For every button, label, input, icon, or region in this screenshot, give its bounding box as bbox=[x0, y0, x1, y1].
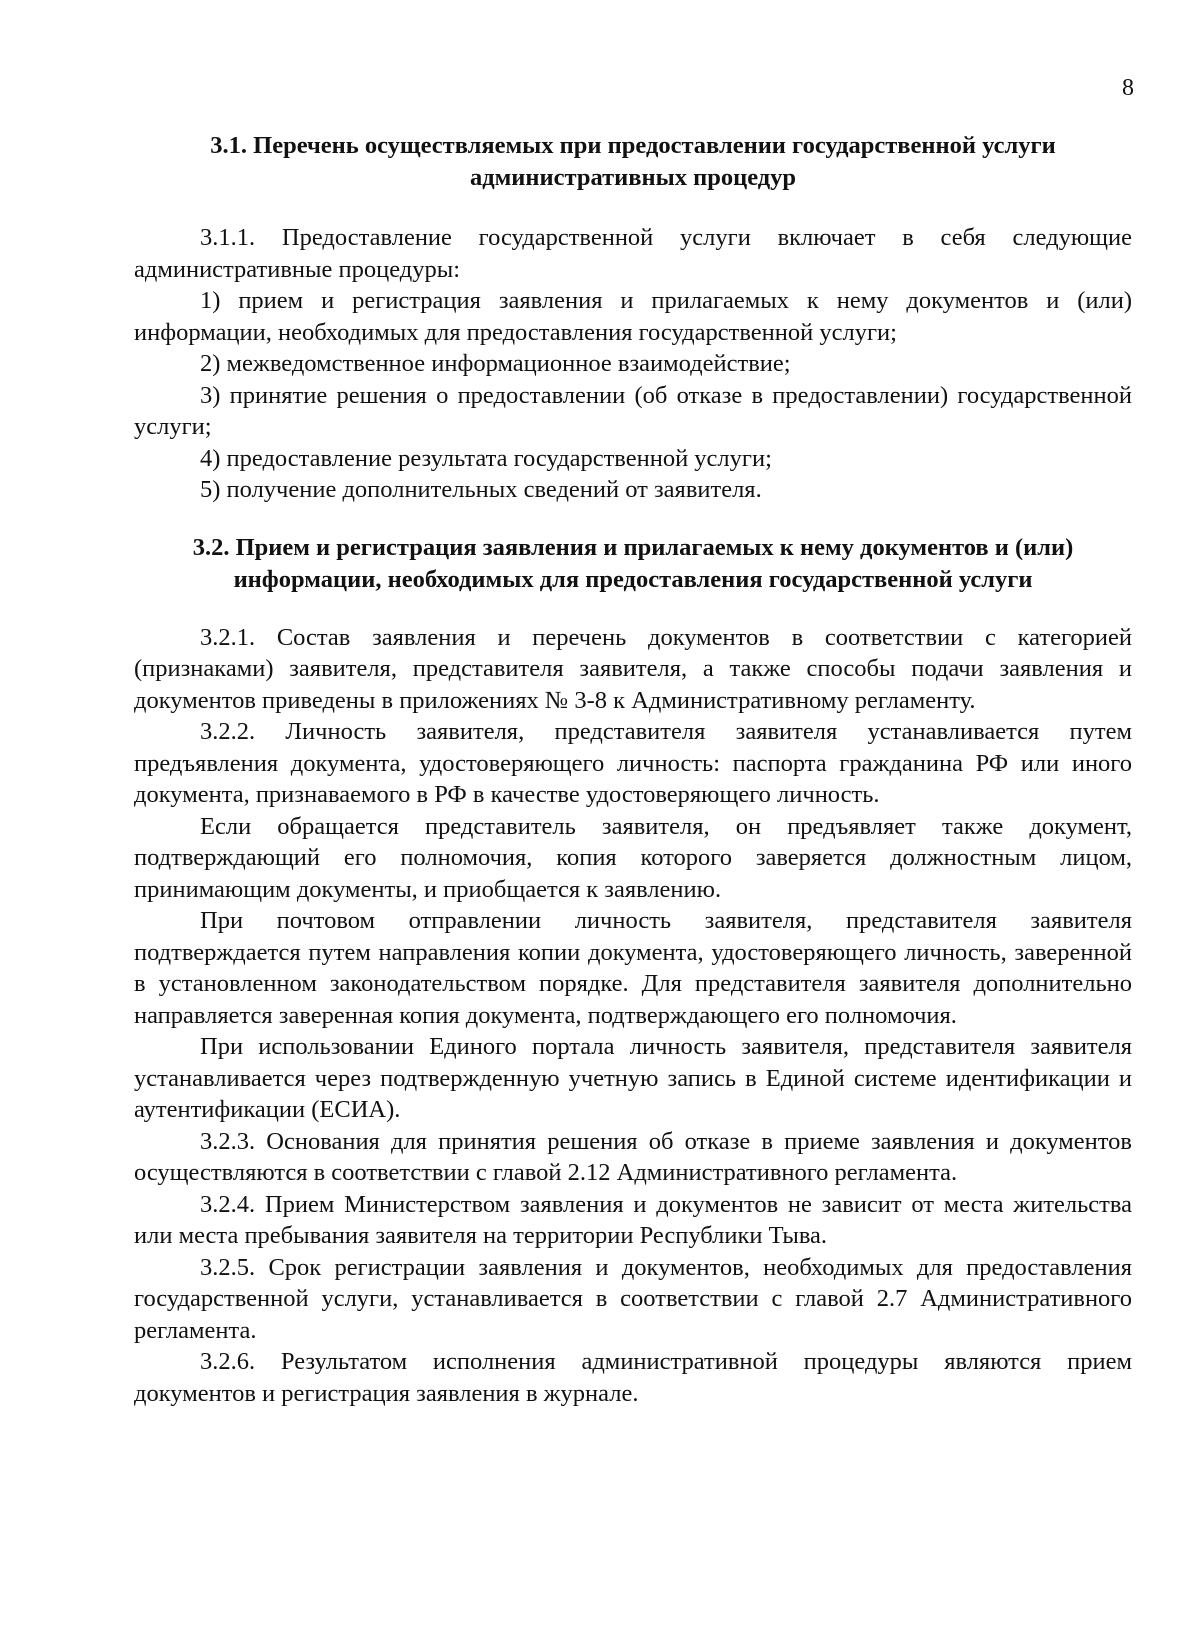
paragraph-3-2-3: 3.2.3. Основания для принятия решения об отказе в приеме заявления и документов осуществляются в соответствии с главой 2.12 Административного регламента. bbox=[134, 1127, 1132, 1186]
paragraph-3-2-1: 3.2.1. Состав заявления и перечень документов в соответствии с категорией (признаками) заявителя, представителя заявителя, а также способы подачи заявления и документов приведены в приложениях № 3-8 к Административному регламенту. bbox=[134, 623, 1132, 714]
paragraph-3-2-6: 3.2.6. Результатом исполнения административной процедуры являются прием документов и регистрация заявления в журнале. bbox=[134, 1348, 1132, 1407]
procedure-item-3: 3) принятие решения о предоставлении (об отказе в предоставлении) государственной услуги; bbox=[134, 381, 1132, 440]
heading-line: административных процедур bbox=[469, 164, 797, 191]
procedure-item-5: 5) получение дополнительных сведений от заявителя. bbox=[200, 476, 762, 503]
paragraph-3-1-1: 3.1.1. Предоставление государственной услуги включает в себя следующие административные процедуры: bbox=[134, 224, 1132, 283]
section-heading-3-1 bbox=[134, 130, 1132, 194]
paragraph-portal: При использовании Единого портала личность заявителя, представителя заявителя устанавливается через подтвержденную учетную запись в Единой системе идентификации и аутентификации (ЕСИА). bbox=[134, 1033, 1132, 1123]
section-heading-3-2 bbox=[134, 532, 1132, 596]
document-body bbox=[134, 130, 1132, 1409]
paragraph-3-2-5: 3.2.5. Срок регистрации заявления и документов, необходимых для предоставления государственной услуги, устанавливается в соответствии с главой 2.7 Административного регламента. bbox=[134, 1253, 1132, 1344]
heading-line: 3.1. Перечень осуществляемых при предоставлении государственной услуги bbox=[210, 132, 1056, 159]
paragraph-postal: При почтовом отправлении личность заявителя, представителя заявителя подтверждается путем направления копии документа, удостоверяющего личность, заверенной в установленном законодательством порядке. Для представителя заявителя дополнительно направляется заверенная копия документа, подтверждающего его полномочия. bbox=[134, 907, 1132, 1029]
paragraph-3-2-4: 3.2.4. Прием Министерством заявления и документов не зависит от места жительства или места пребывания заявителя на территории Республики Тыва. bbox=[134, 1190, 1132, 1249]
heading-line: информации, необходимых для предоставления государственной услуги bbox=[233, 565, 1033, 593]
heading-line: 3.2. Прием и регистрация заявления и прилагаемых к нему документов и (или) bbox=[192, 533, 1074, 561]
procedure-item-1: 1) прием и регистрация заявления и прилагаемых к нему документов и (или) информации, необходимых для предоставления государственной услуги; bbox=[134, 287, 1132, 346]
paragraph-3-2-2: 3.2.2. Личность заявителя, представителя заявителя устанавливается путем предъявления документа, удостоверяющего личность: паспорта гражданина РФ или иного документа, признаваемого в РФ в качестве удостоверяющего личность. bbox=[134, 718, 1132, 808]
procedure-item-4: 4) предоставление результата государственной услуги; bbox=[200, 444, 772, 472]
paragraph-representative: Если обращается представитель заявителя, он предъявляет также документ, подтверждающий его полномочия, копия которого заверяется должностным лицом, принимающим документы, и приобщается к заявлению. bbox=[134, 812, 1132, 903]
page-number: 8 bbox=[1122, 75, 1134, 101]
procedure-item-2: 2) межведомственное информационное взаимодействие; bbox=[200, 350, 791, 377]
